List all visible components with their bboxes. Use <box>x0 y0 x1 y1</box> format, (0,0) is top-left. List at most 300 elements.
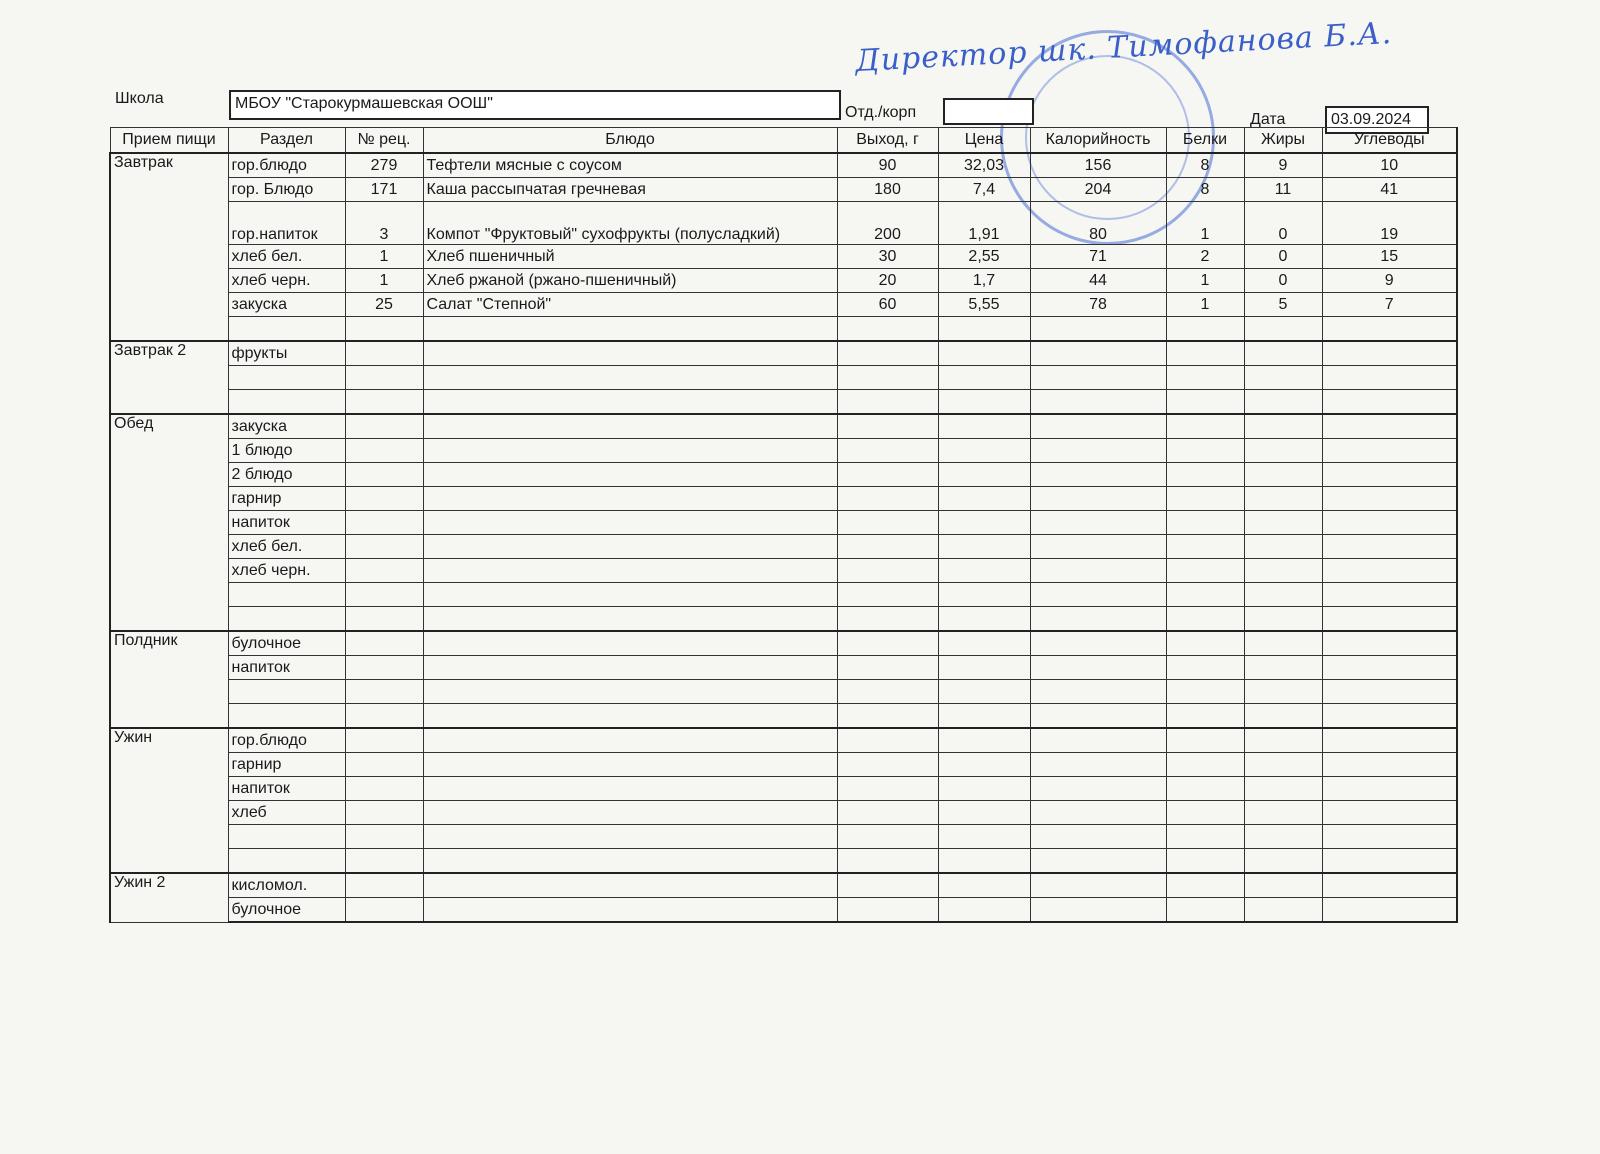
carbs-cell <box>1322 341 1457 366</box>
table-row <box>110 680 1457 704</box>
section-cell <box>228 390 345 415</box>
protein-cell <box>1166 898 1244 923</box>
school-field[interactable]: МБОУ "Старокурмашевская ООШ" <box>229 90 841 120</box>
carbs-cell <box>1322 366 1457 390</box>
school-label: Школа <box>115 90 164 107</box>
protein-cell <box>1166 849 1244 874</box>
kcal-cell <box>1030 728 1166 753</box>
recipe-cell <box>345 583 423 607</box>
carbs-cell <box>1322 535 1457 559</box>
carbs-cell <box>1322 777 1457 801</box>
price-cell: 1,91 <box>938 202 1030 245</box>
section-cell: гор.напиток <box>228 202 345 245</box>
table-row <box>110 439 1457 463</box>
protein-cell: 1 <box>1166 269 1244 293</box>
price-cell: 5,55 <box>938 293 1030 317</box>
price-cell <box>938 680 1030 704</box>
table-row <box>110 583 1457 607</box>
fat-cell <box>1244 463 1322 487</box>
dish-cell <box>423 728 837 753</box>
yield-cell: 200 <box>837 202 938 245</box>
section-cell: булочное <box>228 631 345 656</box>
yield-cell <box>837 366 938 390</box>
yield-cell <box>837 559 938 583</box>
table-row <box>110 559 1457 583</box>
fat-cell <box>1244 511 1322 535</box>
section-cell <box>228 317 345 342</box>
section-cell: гарнир <box>228 753 345 777</box>
protein-cell <box>1166 535 1244 559</box>
kcal-cell <box>1030 873 1166 898</box>
dish-cell <box>423 898 837 923</box>
protein-cell <box>1166 341 1244 366</box>
carbs-cell <box>1322 825 1457 849</box>
kcal-cell <box>1030 414 1166 439</box>
yield-cell <box>837 704 938 729</box>
price-cell <box>938 898 1030 923</box>
section-cell: фрукты <box>228 341 345 366</box>
dish-cell <box>423 390 837 415</box>
kcal-cell <box>1030 849 1166 874</box>
section-cell: хлеб бел. <box>228 535 345 559</box>
yield-cell: 180 <box>837 178 938 202</box>
carbs-cell <box>1322 607 1457 632</box>
kcal-cell <box>1030 801 1166 825</box>
fat-cell: 0 <box>1244 269 1322 293</box>
col-header-section: Раздел <box>228 128 345 154</box>
kcal-cell: 78 <box>1030 293 1166 317</box>
table-row <box>110 293 1457 317</box>
dept-field[interactable] <box>943 98 1034 125</box>
kcal-cell: 80 <box>1030 202 1166 245</box>
recipe-cell <box>345 317 423 342</box>
kcal-cell <box>1030 898 1166 923</box>
dish-cell <box>423 801 837 825</box>
fat-cell <box>1244 341 1322 366</box>
recipe-cell: 279 <box>345 153 423 178</box>
section-cell <box>228 680 345 704</box>
table-row <box>110 487 1457 511</box>
dish-cell <box>423 535 837 559</box>
recipe-cell <box>345 341 423 366</box>
yield-cell <box>837 753 938 777</box>
dish-cell <box>423 414 837 439</box>
recipe-cell <box>345 559 423 583</box>
carbs-cell <box>1322 849 1457 874</box>
fat-cell <box>1244 801 1322 825</box>
dish-cell <box>423 680 837 704</box>
carbs-cell <box>1322 390 1457 415</box>
yield-cell <box>837 439 938 463</box>
section-cell: кисломол. <box>228 873 345 898</box>
yield-cell: 20 <box>837 269 938 293</box>
meal-cell: Ужин 2 <box>110 873 228 922</box>
price-cell <box>938 825 1030 849</box>
price-cell <box>938 873 1030 898</box>
kcal-cell <box>1030 390 1166 415</box>
recipe-cell <box>345 366 423 390</box>
price-cell <box>938 801 1030 825</box>
fat-cell <box>1244 680 1322 704</box>
price-cell <box>938 390 1030 415</box>
fat-cell <box>1244 728 1322 753</box>
section-cell: хлеб <box>228 801 345 825</box>
dish-cell <box>423 825 837 849</box>
table-row <box>110 245 1457 269</box>
carbs-cell <box>1322 317 1457 342</box>
protein-cell: 1 <box>1166 293 1244 317</box>
meal-cell: Полдник <box>110 631 228 728</box>
col-header-price: Цена <box>938 128 1030 154</box>
dish-cell <box>423 631 837 656</box>
dish-cell <box>423 559 837 583</box>
price-cell <box>938 583 1030 607</box>
table-row <box>110 607 1457 632</box>
price-cell: 32,03 <box>938 153 1030 178</box>
yield-cell <box>837 607 938 632</box>
price-cell <box>938 487 1030 511</box>
protein-cell <box>1166 801 1244 825</box>
yield-cell <box>837 898 938 923</box>
yield-cell <box>837 728 938 753</box>
price-cell <box>938 728 1030 753</box>
kcal-cell <box>1030 511 1166 535</box>
price-cell <box>938 414 1030 439</box>
dish-cell <box>423 656 837 680</box>
protein-cell <box>1166 680 1244 704</box>
col-header-protein: Белки <box>1166 128 1244 154</box>
protein-cell <box>1166 414 1244 439</box>
kcal-cell <box>1030 680 1166 704</box>
section-cell <box>228 849 345 874</box>
section-cell: закуска <box>228 293 345 317</box>
recipe-cell <box>345 873 423 898</box>
section-cell <box>228 366 345 390</box>
recipe-cell <box>345 439 423 463</box>
table-row <box>110 511 1457 535</box>
col-header-dish: Блюдо <box>423 128 837 154</box>
kcal-cell <box>1030 341 1166 366</box>
yield-cell <box>837 777 938 801</box>
yield-cell <box>837 487 938 511</box>
price-cell <box>938 559 1030 583</box>
kcal-cell <box>1030 656 1166 680</box>
price-cell <box>938 656 1030 680</box>
kcal-cell <box>1030 487 1166 511</box>
price-cell <box>938 849 1030 874</box>
fat-cell: 9 <box>1244 153 1322 178</box>
yield-cell <box>837 801 938 825</box>
table-row <box>110 463 1457 487</box>
recipe-cell <box>345 607 423 632</box>
protein-cell <box>1166 583 1244 607</box>
price-cell <box>938 535 1030 559</box>
carbs-cell <box>1322 728 1457 753</box>
table-row <box>110 777 1457 801</box>
dish-cell <box>423 463 837 487</box>
fat-cell <box>1244 366 1322 390</box>
yield-cell <box>837 463 938 487</box>
dish-cell: Хлеб ржаной (ржано-пшеничный) <box>423 269 837 293</box>
section-cell: хлеб бел. <box>228 245 345 269</box>
protein-cell: 8 <box>1166 153 1244 178</box>
carbs-cell <box>1322 656 1457 680</box>
kcal-cell: 71 <box>1030 245 1166 269</box>
price-cell: 2,55 <box>938 245 1030 269</box>
carbs-cell <box>1322 511 1457 535</box>
kcal-cell <box>1030 535 1166 559</box>
price-cell <box>938 366 1030 390</box>
col-header-carbs: Углеводы <box>1322 128 1457 154</box>
dept-label: Отд./корп <box>845 104 917 121</box>
table-row <box>110 801 1457 825</box>
director-signature: Директор шк. Тимофанова Б.А. <box>854 15 1393 80</box>
table-row <box>110 366 1457 390</box>
carbs-cell: 15 <box>1322 245 1457 269</box>
recipe-cell <box>345 825 423 849</box>
dish-cell <box>423 439 837 463</box>
recipe-cell: 1 <box>345 269 423 293</box>
dish-cell <box>423 583 837 607</box>
recipe-cell <box>345 898 423 923</box>
table-row <box>110 825 1457 849</box>
protein-cell <box>1166 873 1244 898</box>
table-row <box>110 317 1457 342</box>
meal-cell: Ужин <box>110 728 228 873</box>
kcal-cell <box>1030 366 1166 390</box>
yield-cell <box>837 583 938 607</box>
table-row <box>110 898 1457 923</box>
carbs-cell: 10 <box>1322 153 1457 178</box>
dish-cell <box>423 873 837 898</box>
recipe-cell <box>345 390 423 415</box>
recipe-cell <box>345 414 423 439</box>
protein-cell <box>1166 656 1244 680</box>
table-row <box>110 631 1457 656</box>
recipe-cell: 25 <box>345 293 423 317</box>
carbs-cell <box>1322 801 1457 825</box>
table-row <box>110 341 1457 366</box>
recipe-cell <box>345 631 423 656</box>
fat-cell <box>1244 487 1322 511</box>
price-cell: 1,7 <box>938 269 1030 293</box>
carbs-cell <box>1322 583 1457 607</box>
dish-cell: Салат "Степной" <box>423 293 837 317</box>
recipe-cell <box>345 753 423 777</box>
carbs-cell <box>1322 463 1457 487</box>
table-row <box>110 202 1457 245</box>
table-row <box>110 704 1457 729</box>
carbs-cell <box>1322 680 1457 704</box>
recipe-cell <box>345 656 423 680</box>
fat-cell <box>1244 825 1322 849</box>
section-cell: гор.блюдо <box>228 153 345 178</box>
kcal-cell: 204 <box>1030 178 1166 202</box>
recipe-cell <box>345 728 423 753</box>
protein-cell <box>1166 728 1244 753</box>
kcal-cell: 44 <box>1030 269 1166 293</box>
price-cell <box>938 317 1030 342</box>
fat-cell <box>1244 390 1322 415</box>
fat-cell: 5 <box>1244 293 1322 317</box>
carbs-cell <box>1322 414 1457 439</box>
yield-cell <box>837 656 938 680</box>
yield-cell <box>837 873 938 898</box>
price-cell <box>938 777 1030 801</box>
recipe-cell <box>345 463 423 487</box>
date-field[interactable]: 03.09.2024 <box>1325 106 1429 134</box>
table-row <box>110 753 1457 777</box>
section-cell: булочное <box>228 898 345 923</box>
protein-cell <box>1166 439 1244 463</box>
price-cell <box>938 511 1030 535</box>
yield-cell <box>837 825 938 849</box>
protein-cell <box>1166 753 1244 777</box>
recipe-cell: 3 <box>345 202 423 245</box>
table-row <box>110 178 1457 202</box>
yield-cell <box>837 631 938 656</box>
protein-cell <box>1166 511 1244 535</box>
protein-cell: 2 <box>1166 245 1244 269</box>
meal-cell: Завтрак <box>110 153 228 341</box>
col-header-fat: Жиры <box>1244 128 1322 154</box>
dish-cell <box>423 487 837 511</box>
price-cell <box>938 607 1030 632</box>
price-cell <box>938 463 1030 487</box>
col-header-recipe: № рец. <box>345 128 423 154</box>
section-cell <box>228 825 345 849</box>
dish-cell <box>423 366 837 390</box>
protein-cell <box>1166 777 1244 801</box>
protein-cell <box>1166 607 1244 632</box>
yield-cell <box>837 680 938 704</box>
yield-cell: 30 <box>837 245 938 269</box>
kcal-cell <box>1030 825 1166 849</box>
yield-cell <box>837 317 938 342</box>
recipe-cell: 1 <box>345 245 423 269</box>
protein-cell <box>1166 704 1244 729</box>
dish-cell: Тефтели мясные с соусом <box>423 153 837 178</box>
protein-cell <box>1166 463 1244 487</box>
table-row <box>110 656 1457 680</box>
table-header-row <box>110 128 1457 154</box>
yield-cell <box>837 511 938 535</box>
recipe-cell <box>345 704 423 729</box>
fat-cell <box>1244 439 1322 463</box>
yield-cell <box>837 849 938 874</box>
protein-cell: 8 <box>1166 178 1244 202</box>
fat-cell: 0 <box>1244 202 1322 245</box>
carbs-cell: 41 <box>1322 178 1457 202</box>
carbs-cell <box>1322 487 1457 511</box>
table-row <box>110 414 1457 439</box>
table-row <box>110 153 1457 178</box>
dish-cell <box>423 777 837 801</box>
section-cell <box>228 583 345 607</box>
table-row <box>110 535 1457 559</box>
kcal-cell <box>1030 559 1166 583</box>
protein-cell <box>1166 631 1244 656</box>
yield-cell: 90 <box>837 153 938 178</box>
kcal-cell: 156 <box>1030 153 1166 178</box>
fat-cell <box>1244 849 1322 874</box>
dish-cell: Каша рассыпчатая гречневая <box>423 178 837 202</box>
dish-cell: Компот "Фруктовый" сухофрукты (полусладкий) <box>423 202 837 245</box>
section-cell: напиток <box>228 777 345 801</box>
fat-cell <box>1244 777 1322 801</box>
price-cell <box>938 704 1030 729</box>
yield-cell: 60 <box>837 293 938 317</box>
meal-cell: Обед <box>110 414 228 631</box>
dish-cell <box>423 753 837 777</box>
carbs-cell <box>1322 631 1457 656</box>
recipe-cell <box>345 487 423 511</box>
carbs-cell: 7 <box>1322 293 1457 317</box>
fat-cell <box>1244 631 1322 656</box>
recipe-cell <box>345 801 423 825</box>
section-cell <box>228 607 345 632</box>
section-cell: хлеб черн. <box>228 269 345 293</box>
protein-cell <box>1166 366 1244 390</box>
section-cell: 1 блюдо <box>228 439 345 463</box>
recipe-cell <box>345 777 423 801</box>
price-cell <box>938 753 1030 777</box>
yield-cell <box>837 390 938 415</box>
kcal-cell <box>1030 777 1166 801</box>
recipe-cell: 171 <box>345 178 423 202</box>
dish-cell <box>423 341 837 366</box>
section-cell: напиток <box>228 656 345 680</box>
fat-cell <box>1244 559 1322 583</box>
kcal-cell <box>1030 583 1166 607</box>
col-header-meal: Прием пищи <box>110 128 228 154</box>
section-cell: 2 блюдо <box>228 463 345 487</box>
carbs-cell <box>1322 559 1457 583</box>
dish-cell <box>423 511 837 535</box>
carbs-cell <box>1322 753 1457 777</box>
carbs-cell <box>1322 873 1457 898</box>
protein-cell <box>1166 825 1244 849</box>
section-cell: гор.блюдо <box>228 728 345 753</box>
section-cell: хлеб черн. <box>228 559 345 583</box>
price-cell <box>938 631 1030 656</box>
yield-cell <box>837 414 938 439</box>
fat-cell <box>1244 704 1322 729</box>
carbs-cell: 9 <box>1322 269 1457 293</box>
protein-cell <box>1166 317 1244 342</box>
table-row <box>110 390 1457 415</box>
dish-cell <box>423 317 837 342</box>
table-row <box>110 269 1457 293</box>
dish-cell <box>423 607 837 632</box>
dish-cell: Хлеб пшеничный <box>423 245 837 269</box>
kcal-cell <box>1030 439 1166 463</box>
yield-cell <box>837 535 938 559</box>
kcal-cell <box>1030 704 1166 729</box>
recipe-cell <box>345 849 423 874</box>
table-row <box>110 849 1457 874</box>
recipe-cell <box>345 680 423 704</box>
kcal-cell <box>1030 753 1166 777</box>
fat-cell <box>1244 535 1322 559</box>
col-header-kcal: Калорийность <box>1030 128 1166 154</box>
fat-cell <box>1244 656 1322 680</box>
meal-cell: Завтрак 2 <box>110 341 228 414</box>
kcal-cell <box>1030 607 1166 632</box>
yield-cell <box>837 341 938 366</box>
protein-cell <box>1166 390 1244 415</box>
carbs-cell: 19 <box>1322 202 1457 245</box>
